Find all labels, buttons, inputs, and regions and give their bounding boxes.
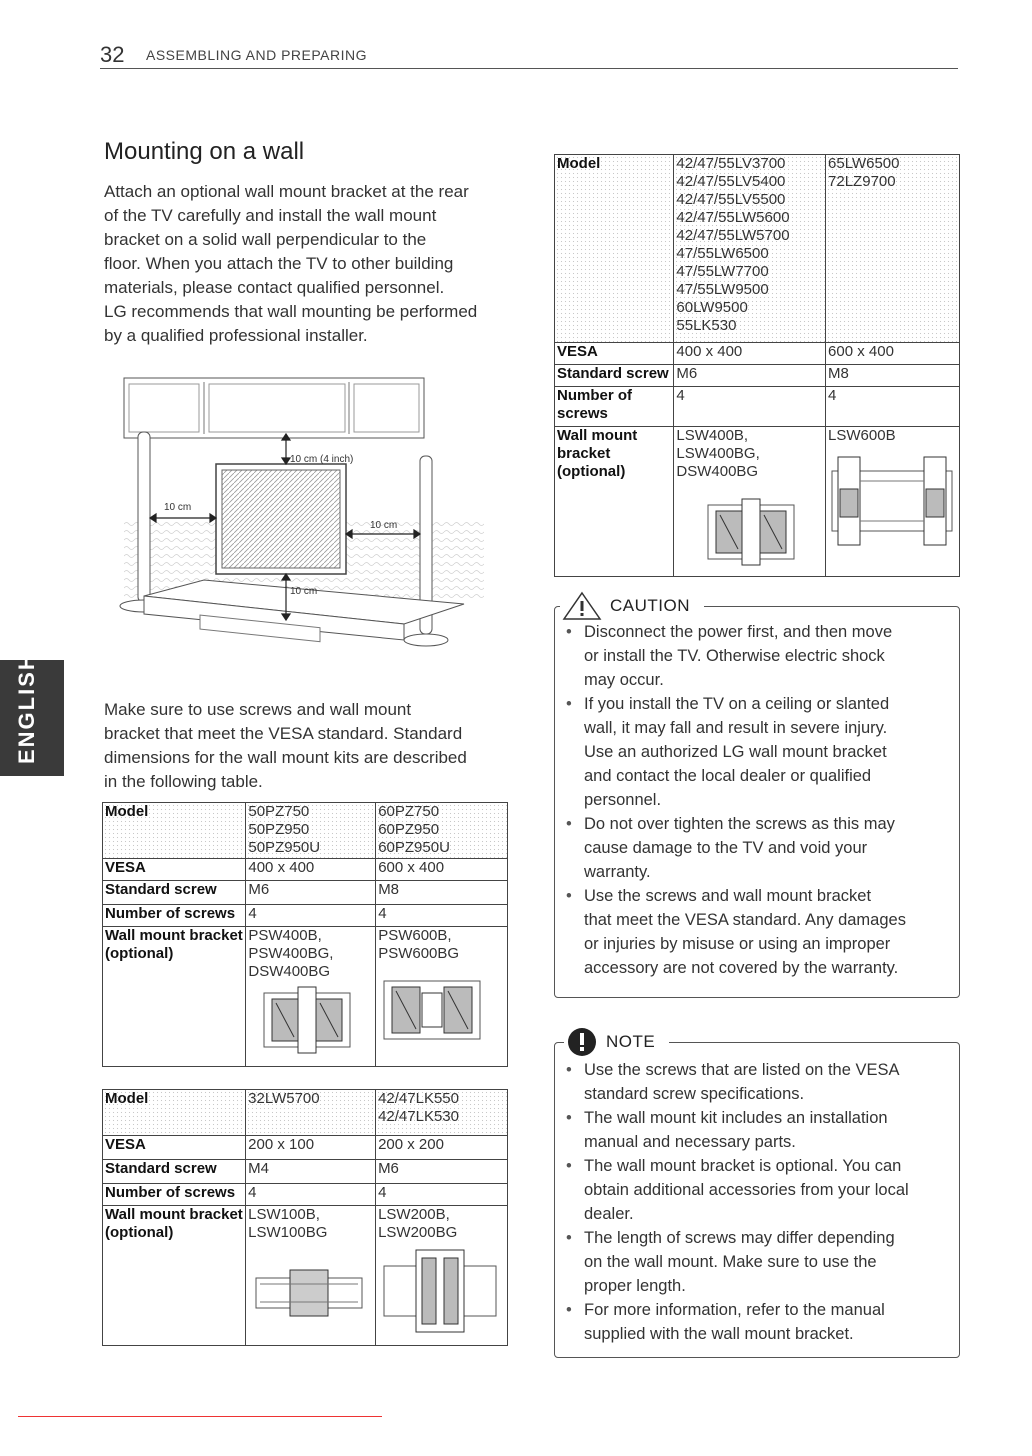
model-line: 42/47/55LV5500 xyxy=(676,191,786,208)
note-line: • The length of screws may differ depending xyxy=(584,1229,895,1247)
warning-triangle-icon xyxy=(560,591,604,621)
note-info-icon xyxy=(564,1026,600,1058)
vesa-line: Make sure to use screws and wall mount xyxy=(104,700,412,719)
note-item xyxy=(556,1226,956,1298)
model-line: 65LW6500 xyxy=(828,155,900,172)
bracket-line: LSW200BG xyxy=(378,1224,458,1241)
table-cell-screw: M6 xyxy=(246,881,376,905)
caution-item xyxy=(556,692,956,812)
table-header-model: Model xyxy=(103,803,246,859)
screw-count-header-line: Number of xyxy=(557,387,632,404)
table-cell-screw-count: 4 xyxy=(246,1184,376,1206)
language-tab xyxy=(0,652,64,776)
model-line: 42/47/55LV3700 xyxy=(676,155,786,172)
table-cell-screw: M6 xyxy=(674,365,826,387)
bracket-line: DSW400BG xyxy=(676,463,759,480)
model-line: 47/55LW6500 xyxy=(676,245,769,262)
note-item xyxy=(556,1058,956,1106)
model-line: 42/47/55LW5700 xyxy=(676,227,790,244)
model-line: 60PZ950 xyxy=(378,821,440,838)
bracket-icon xyxy=(706,497,796,567)
note-item xyxy=(556,1154,956,1226)
table-cell-screw: M4 xyxy=(246,1160,376,1184)
table-header-bracket xyxy=(555,427,674,577)
table-cell-screw-count: 4 xyxy=(246,905,376,927)
model-line: 50PZ950U xyxy=(248,839,321,856)
bracket-line: LSW100B, xyxy=(248,1206,320,1223)
vesa-paragraph xyxy=(104,698,504,794)
vesa-line: dimensions for the wall mount kits are described xyxy=(104,748,467,767)
section-title: ASSEMBLING AND PREPARING xyxy=(146,47,368,63)
note-line: on the wall mount. Make sure to use the xyxy=(584,1253,877,1271)
model-line: 72LZ9700 xyxy=(828,173,896,190)
footer-rule xyxy=(18,1416,382,1417)
table-header-vesa: VESA xyxy=(103,859,246,881)
page-number: 32 xyxy=(100,42,125,67)
caution-line: Use an authorized LG wall mount bracket xyxy=(584,743,887,761)
model-line: 60PZ950U xyxy=(378,839,450,856)
intro-line: by a qualified professional installer. xyxy=(104,326,368,345)
caution-item xyxy=(556,620,956,692)
screw-count-header-line: screws xyxy=(557,405,608,422)
table-cell-vesa: 400 x 400 xyxy=(246,859,376,881)
table-cell-screw-count: 4 xyxy=(674,387,826,427)
table-cell-model xyxy=(376,1090,508,1136)
table-cell-bracket xyxy=(674,427,826,577)
table-header-screw: Standard screw xyxy=(103,1160,246,1184)
bracket-line: LSW600B xyxy=(828,427,896,444)
clearance-label-top: 10 cm (4 inch) xyxy=(290,454,354,465)
bracket-icon xyxy=(382,975,482,1045)
vesa-line: bracket that meet the VESA standard. Standard xyxy=(104,724,463,743)
note-line: obtain additional accessories from your local xyxy=(584,1181,909,1199)
caution-line: and contact the local dealer or qualified xyxy=(584,767,872,785)
page-title: Mounting on a wall xyxy=(104,138,305,165)
table-header-bracket xyxy=(103,1206,246,1346)
clearance-label-left: 10 cm xyxy=(164,502,192,513)
caution-line: may occur. xyxy=(584,671,664,689)
spec-table-1 xyxy=(102,802,508,1067)
table-cell-model xyxy=(246,803,376,859)
caution-line: • Disconnect the power first, and then move xyxy=(584,623,893,641)
model-line: 47/55LW7700 xyxy=(676,263,769,280)
bracket-icon xyxy=(830,451,954,551)
note-line: • Use the screws that are listed on the VESA xyxy=(584,1061,900,1079)
bracket-line: PSW600BG xyxy=(378,945,460,962)
bracket-line: LSW200B, xyxy=(378,1206,450,1223)
model-line: 50PZ950 xyxy=(248,821,310,838)
table-cell-screw: M6 xyxy=(376,1160,508,1184)
table-cell-model xyxy=(826,155,960,343)
table-header-model: Model xyxy=(555,155,674,343)
table-cell-screw-count: 4 xyxy=(376,905,508,927)
caution-header xyxy=(560,592,704,620)
caution-list xyxy=(556,620,956,980)
caution-title: CAUTION xyxy=(604,596,696,616)
note-line: manual and necessary parts. xyxy=(584,1133,796,1151)
bracket-line: LSW100BG xyxy=(248,1224,328,1241)
table-cell-vesa: 400 x 400 xyxy=(674,343,826,365)
table-cell-screw-count: 4 xyxy=(376,1184,508,1206)
note-header xyxy=(564,1026,669,1058)
intro-paragraph xyxy=(104,180,524,348)
bracket-icon xyxy=(382,1246,498,1336)
bracket-icon xyxy=(262,985,352,1055)
intro-line: Attach an optional wall mount bracket at the rear xyxy=(104,182,469,201)
note-line: • The wall mount kit includes an installation xyxy=(584,1109,888,1127)
caution-line: or install the TV. Otherwise electric shock xyxy=(584,647,885,665)
note-title: NOTE xyxy=(600,1032,661,1052)
table-header-model: Model xyxy=(103,1090,246,1136)
table-header-screw-count: Number of screws xyxy=(103,905,246,927)
table-header-screw: Standard screw xyxy=(103,881,246,905)
header-rule xyxy=(100,68,958,69)
caution-line: that meet the VESA standard. Any damages xyxy=(584,911,906,929)
intro-line: floor. When you attach the TV to other building xyxy=(104,254,454,273)
bracket-line: LSW400BG, xyxy=(676,445,760,462)
note-line: supplied with the wall mount bracket. xyxy=(584,1325,854,1343)
caution-line: wall, it may fall and result in severe injury. xyxy=(584,719,888,737)
caution-item xyxy=(556,884,956,980)
table-cell-screw: M8 xyxy=(826,365,960,387)
caution-line: warranty. xyxy=(584,863,651,881)
model-line: 42/47/55LW5600 xyxy=(676,209,790,226)
intro-line: materials, please contact qualified personnel. xyxy=(104,278,445,297)
note-line: • For more information, refer to the manual xyxy=(584,1301,885,1319)
spec-table-3 xyxy=(554,154,960,577)
bracket-header-line: (optional) xyxy=(557,463,626,480)
bracket-line: PSW400B, xyxy=(248,927,322,944)
model-line: 47/55LW9500 xyxy=(676,281,769,298)
model-line: 50PZ750 xyxy=(248,803,310,820)
caution-line: personnel. xyxy=(584,791,662,809)
bracket-header-line: Wall mount bracket xyxy=(105,927,243,944)
note-list xyxy=(556,1058,956,1346)
model-line: 42/47LK550 xyxy=(378,1090,459,1107)
note-item xyxy=(556,1106,956,1154)
bracket-header-line: bracket xyxy=(557,445,611,462)
model-line: 32LW5700 xyxy=(248,1090,320,1107)
table-cell-model xyxy=(246,1090,376,1136)
table-header-screw: Standard screw xyxy=(555,365,674,387)
bracket-line: LSW400B, xyxy=(676,427,749,444)
table-header-screw-count xyxy=(555,387,674,427)
note-line: dealer. xyxy=(584,1205,634,1223)
table-header-vesa: VESA xyxy=(103,1136,246,1160)
table-cell-vesa: 600 x 400 xyxy=(376,859,508,881)
tv-illustration xyxy=(216,464,346,574)
bracket-header-line: Wall mount bracket xyxy=(105,1206,243,1223)
language-tab-label: ENGLISH xyxy=(14,652,39,764)
intro-line: of the TV carefully and install the wall mount xyxy=(104,206,437,225)
table-cell-screw: M8 xyxy=(376,881,508,905)
table-cell-model xyxy=(376,803,508,859)
table-cell-bracket xyxy=(246,1206,376,1346)
caution-line: • If you install the TV on a ceiling or slanted xyxy=(584,695,890,713)
bracket-header-line: (optional) xyxy=(105,945,174,962)
vesa-line: in the following table. xyxy=(104,772,263,791)
clearance-label-bottom: 10 cm xyxy=(290,586,318,597)
table-cell-model xyxy=(674,155,826,343)
table-cell-bracket xyxy=(376,927,508,1067)
table-header-screw-count: Number of screws xyxy=(103,1184,246,1206)
bracket-line: PSW400BG, xyxy=(248,945,334,962)
intro-line: bracket on a solid wall perpendicular to the xyxy=(104,230,427,249)
bracket-header-line: Wall mount xyxy=(557,427,638,444)
table-header-vesa: VESA xyxy=(555,343,674,365)
table-cell-bracket xyxy=(826,427,960,577)
note-line: standard screw specifications. xyxy=(584,1085,805,1103)
note-line: proper length. xyxy=(584,1277,686,1295)
note-line: • The wall mount bracket is optional. You can xyxy=(584,1157,902,1175)
intro-line: LG recommends that wall mounting be performed xyxy=(104,302,478,321)
table-cell-screw-count: 4 xyxy=(826,387,960,427)
note-item xyxy=(556,1298,956,1346)
model-line: 55LK530 xyxy=(676,317,737,334)
model-line: 42/47LK530 xyxy=(378,1108,459,1125)
caution-line: • Do not over tighten the screws as this may xyxy=(584,815,895,833)
model-line: 60LW9500 xyxy=(676,299,748,316)
caution-line: or injuries by misuse or using an improper xyxy=(584,935,891,953)
caution-line: • Use the screws and wall mount bracket xyxy=(584,887,872,905)
wall-cabinet xyxy=(124,378,424,438)
table-cell-vesa: 200 x 200 xyxy=(376,1136,508,1160)
table-header-bracket xyxy=(103,927,246,1067)
bracket-line: PSW600B, xyxy=(378,927,452,944)
table-cell-vesa: 200 x 100 xyxy=(246,1136,376,1160)
bracket-header-line: (optional) xyxy=(105,1224,174,1241)
bracket-icon xyxy=(254,1268,364,1318)
table-cell-bracket xyxy=(246,927,376,1067)
wall-mount-diagram xyxy=(104,368,484,668)
clearance-label-right: 10 cm xyxy=(370,520,398,531)
caution-line: accessory are not covered by the warranty. xyxy=(584,959,899,977)
caution-line: cause damage to the TV and void your xyxy=(584,839,868,857)
model-line: 42/47/55LV5400 xyxy=(676,173,786,190)
table-cell-vesa: 600 x 400 xyxy=(826,343,960,365)
caution-item xyxy=(556,812,956,884)
table-cell-bracket xyxy=(376,1206,508,1346)
bracket-line: DSW400BG xyxy=(248,963,331,980)
model-line: 60PZ750 xyxy=(378,803,440,820)
spec-table-2 xyxy=(102,1089,508,1346)
